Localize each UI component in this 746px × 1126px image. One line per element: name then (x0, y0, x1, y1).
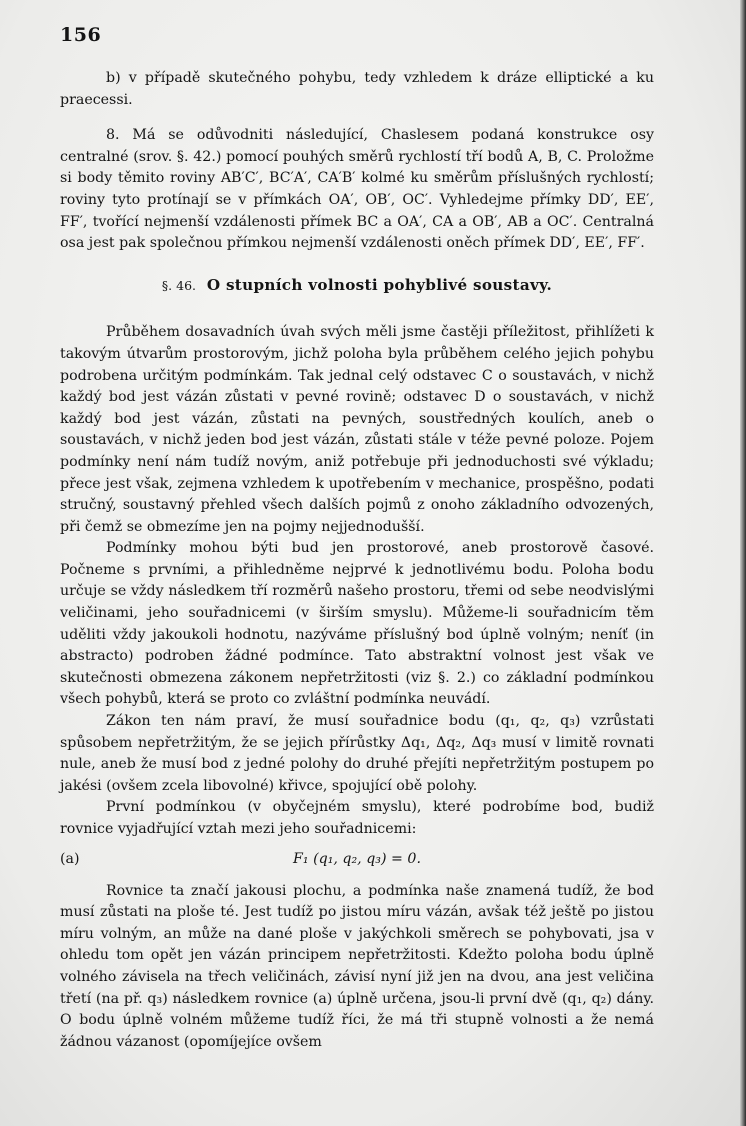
paragraph-exercise-8: 8. Má se odůvodniti následující, Chaslesem podaná konstrukce osy centralné (srov. §. 42.) pomocí pouhých směrů rychlostí tří bodů A, B, C. Proložme si body těmito roviny AB′C′, BC′A′, CA′B′ kolmé ku směrům příslušných rychlostí; roviny tyto protínají se v přímkách OA′, OB′, OC′. Vyhledejme přímky DD′, EE′, FF′, tvořící nejmenší vzdálenosti přímek BC a OA′, CA a OB′, AB a OC′. Centralná osa jest pak společnou přímkou nejmenší vzdálenosti oněch přímek DD′, EE′, FF′. (60, 127, 654, 252)
equation-label: (a) (60, 850, 80, 867)
body-text (60, 68, 654, 1053)
equation-a (60, 847, 654, 873)
paragraph-4: První podmínkou (v obyčejném smyslu), které podrobíme bod, budiž rovnice vyjadřující vztah mezi jeho souřadnicemi: (60, 799, 654, 837)
paragraph-b: b) v případě skutečného pohybu, tedy vzhledem k dráze elliptické a ku praecessi. (60, 70, 654, 108)
equation-formula: F₁ (q₁, q₂, q₃) = 0. (293, 850, 421, 867)
paragraph-2: Podmínky mohou býti bud jen prostorové, aneb prostorově časové. Počneme s prvními, a přihledněme nejprvé k jednotlivému bodu. Poloha bodu určuje se vždy následkem tří rozměrů našeho prostoru, třemi od sebe neodvislými veličinami, jeho souřadnicemi (v širším smyslu). Můžeme-li souřadnicím těm uděliti vždy jakoukoli hodnotu, nazýváme příslušný bod úplně volným; neníť (in abstracto) podroben žádné podmínce. Tato abstraktní volnost jest však ve skutečnosti obmezena zákonem nepřetržitosti (viz §. 2.) co základní podmínkou všech pohybů, která se proto co zvláštní podmínka neuvádí. (60, 540, 654, 708)
section-number: §. 46. (161, 277, 196, 293)
section-title: O stupních volnosti pohyblivé soustavy. (206, 275, 553, 294)
paragraph-1: Průběhem dosavadních úvah svých měli jsme častěji příležitost, přihlížeti k takovým útvarům prostorovým, jichž poloha byla průběhem celého jejich pohybu podrobena určitým podmínkám. Tak jednal celý odstavec C o soustavách, v nichž každý bod jest vázán zůstati v pevné rovině; odstavec D o soustavách, v nichž každý bod jest vázán, zůstati na pevných, soustředných koulích, aneb o soustavách, v nichž jeden bod jest vázán, zůstati stále v téže pevné poloze. Pojem podmínky není nám tudíž novým, aniž potřebuje při jednoduchosti své výkladu; přece jest však, zejmena vzhledem k upotřebením v mechanice, prospěšno, podati stručný, soustavný přehled všech dalších pojmů z onoho základního odvozených, při čemž se obmezíme jen na pojmy nejjednodušší. (60, 324, 654, 535)
page-number: 156 (60, 24, 102, 46)
page-edge-shadow (740, 0, 746, 1126)
paragraph-5: Rovnice ta značí jakousi plochu, a podmínka naše znamená tudíž, že bod musí zůstati na ploše té. Jest tudíž po jistou míru vázán, avšak též ještě po jistou míru volným, an může na dané ploše v jakýchkoli směrech se pohybovati, jsa v ohledu tom opět jen vázán principem nepřetržitosti. Kdežto poloha bodu úplně volného závisela na třech veličinách, závisí nyní již jen na dvou, ana jest veličina třetí (na př. q₃) následkem rovnice (a) úplně určena, jsou-li první dvě (q₁, q₂) dány. O bodu úplně volném můžeme tudíž říci, že má tři stupně volnosti a že nemá žádnou vázanost (opomíjejíce ovšem (60, 882, 654, 1050)
section-heading (60, 275, 654, 297)
paragraph-3: Zákon ten nám praví, že musí souřadnice bodu (q₁, q₂, q₃) vzrůstati spůsobem nepřetržitým, že se jejich přírůstky Δq₁, Δq₂, Δq₃ musí v limitě rovnati nule, aneb že musí bod z jedné polohy do druhé přejíti nepřetržitým postupem po jakési (ovšem zcela libovolné) křivce, spojující obě polohy. (60, 713, 654, 794)
